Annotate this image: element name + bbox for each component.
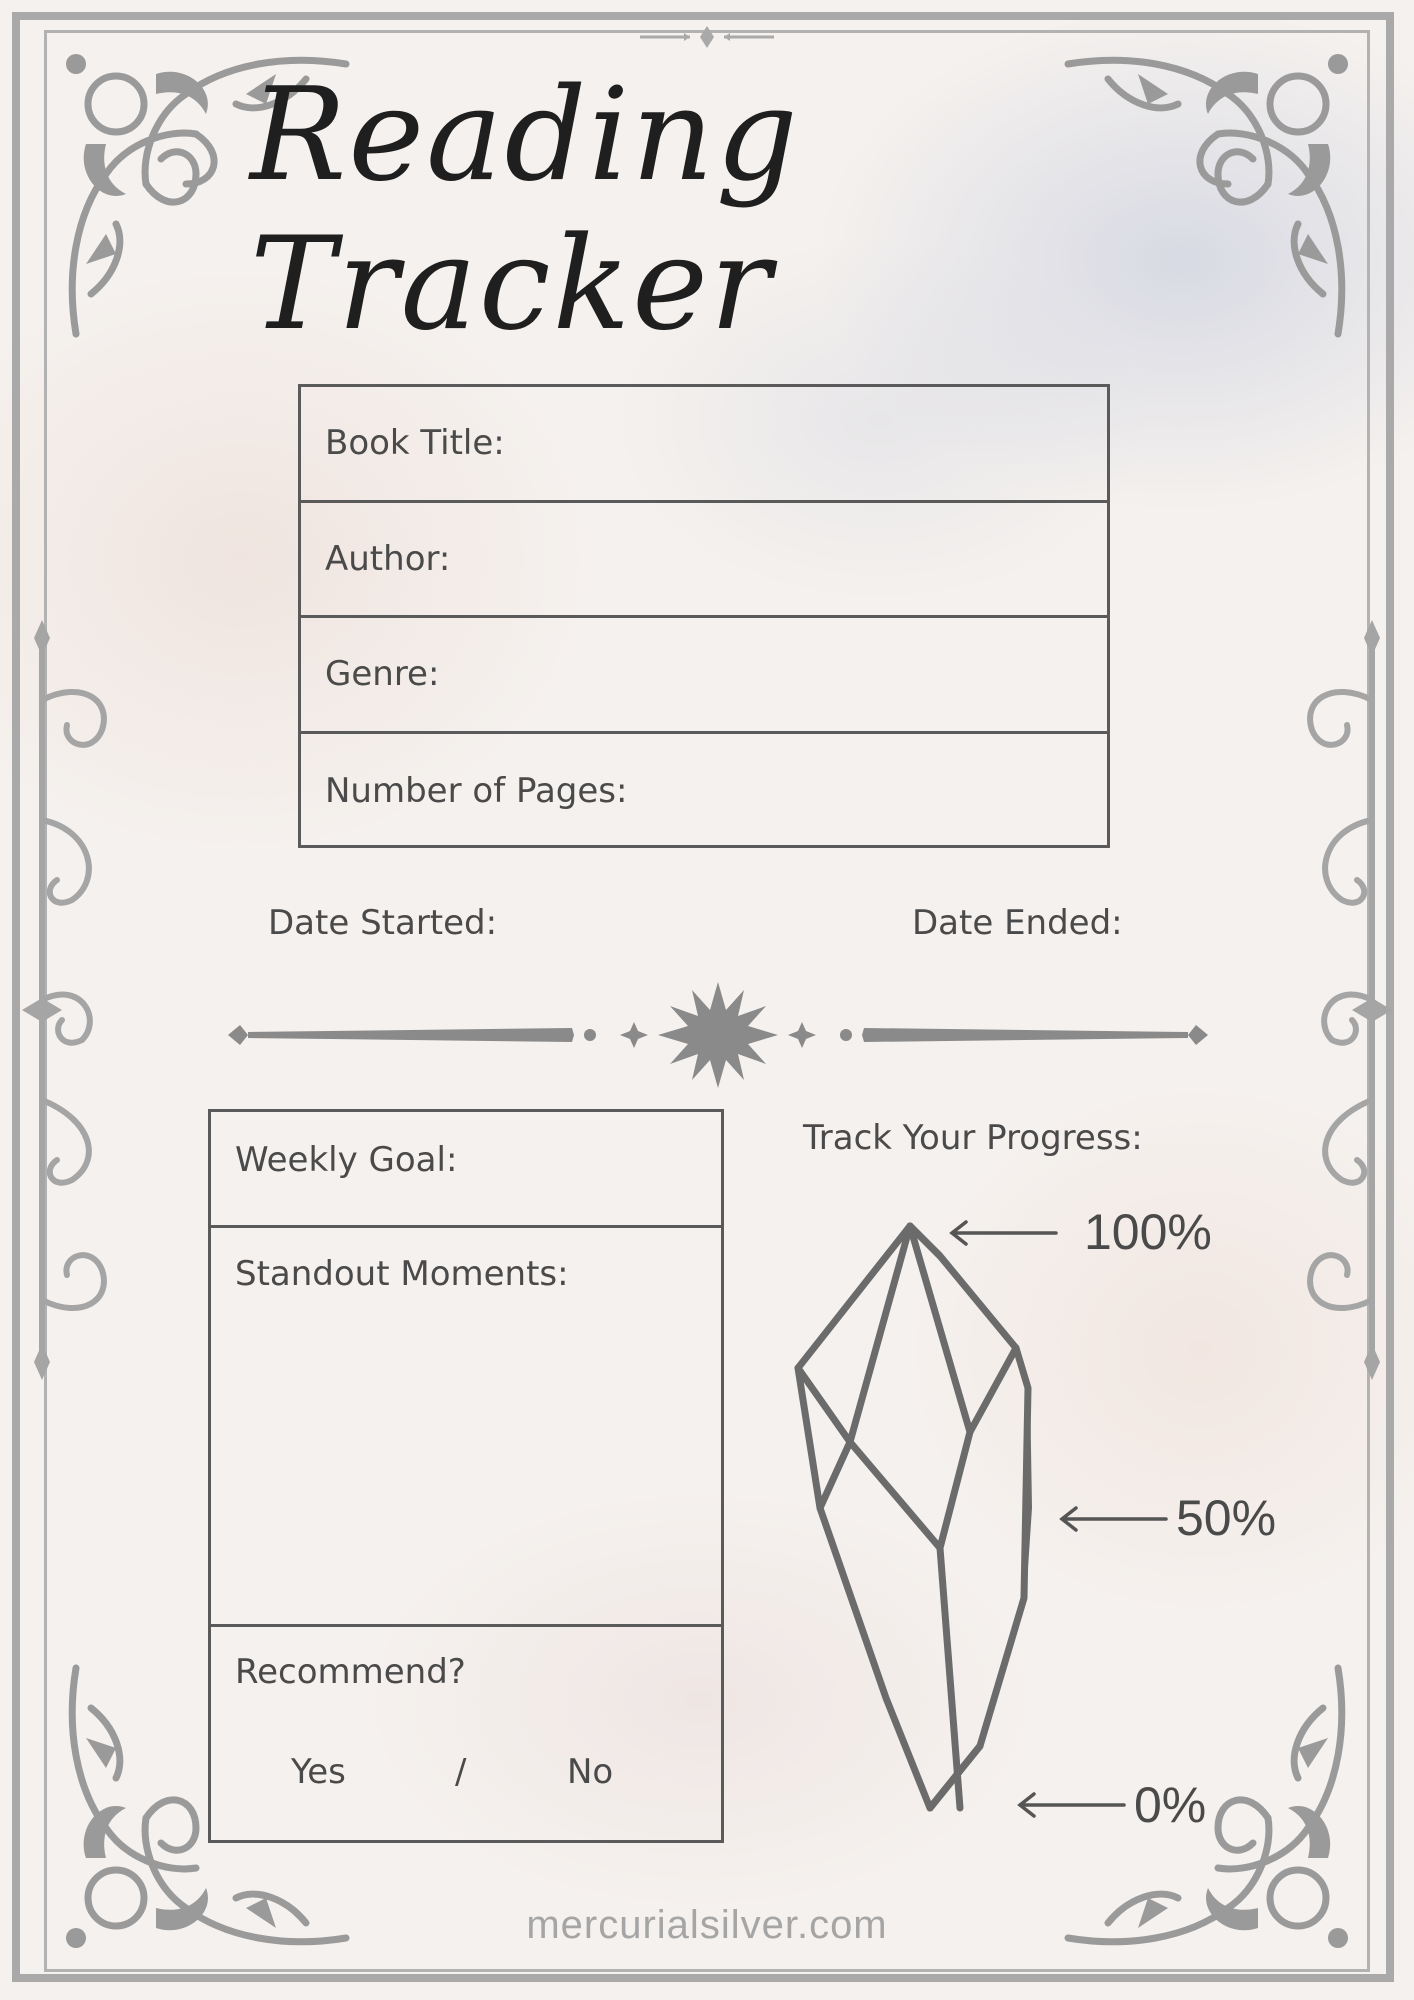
book-title-field[interactable]: Book Title: — [301, 387, 1107, 503]
progress-100-label: 100% — [1084, 1204, 1212, 1260]
goal-box — [208, 1109, 724, 1843]
goal-divider-2 — [211, 1624, 721, 1627]
recommend-label: Recommend? — [235, 1652, 466, 1692]
recommend-yes-option[interactable]: Yes — [291, 1752, 346, 1792]
goal-divider-1 — [211, 1225, 721, 1228]
sun-divider-icon — [222, 980, 1214, 1090]
date-started-field[interactable]: Date Started: — [268, 903, 498, 943]
crystal-icon — [790, 1208, 1070, 1828]
arrow-left-icon — [948, 1218, 1058, 1248]
date-ended-field[interactable]: Date Ended: — [912, 903, 1123, 943]
side-scroll-left-icon — [22, 620, 122, 1380]
author-field[interactable]: Author: — [301, 503, 1107, 619]
recommend-slash: / — [455, 1752, 467, 1792]
weekly-goal-field[interactable]: Weekly Goal: — [235, 1140, 458, 1180]
arrow-left-icon — [1016, 1790, 1126, 1820]
top-frame-accent-icon — [640, 24, 774, 50]
progress-50-label: 50% — [1176, 1490, 1277, 1546]
standout-moments-field[interactable]: Standout Moments: — [235, 1254, 569, 1294]
page-title: Reading Tracker — [250, 61, 800, 359]
progress-0-label: 0% — [1134, 1777, 1207, 1833]
genre-field[interactable]: Genre: — [301, 618, 1107, 734]
book-info-table — [298, 384, 1110, 848]
side-scroll-right-icon — [1292, 620, 1392, 1380]
website-footer[interactable]: mercurialsilver.com — [526, 1903, 888, 1947]
number-of-pages-field[interactable]: Number of Pages: — [325, 771, 628, 812]
track-progress-label: Track Your Progress: — [803, 1118, 1143, 1158]
recommend-no-option[interactable]: No — [567, 1752, 614, 1792]
arrow-left-icon — [1058, 1504, 1168, 1534]
